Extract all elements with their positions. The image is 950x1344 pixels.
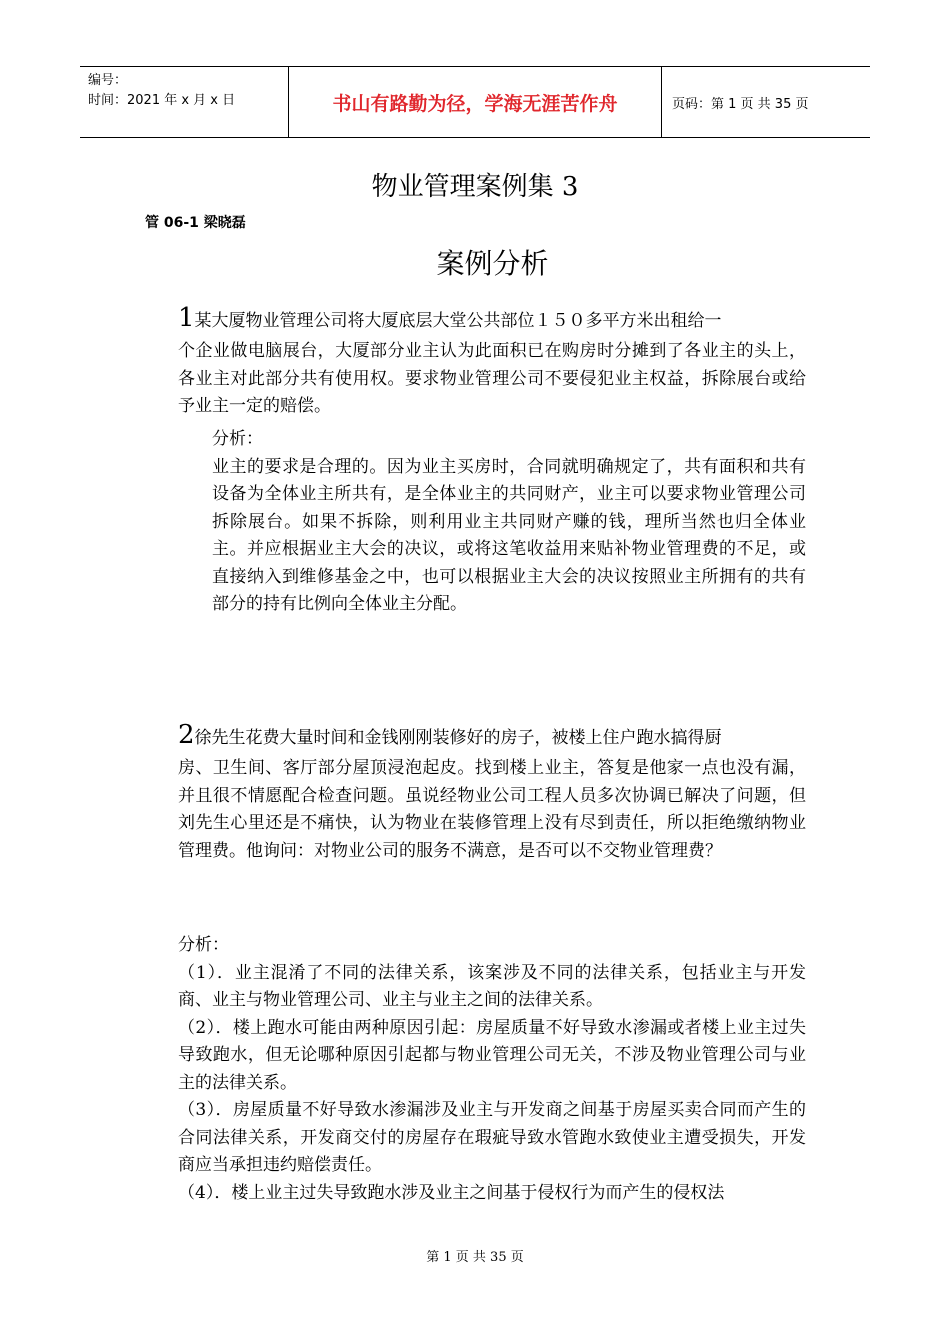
case-1-number: 1: [178, 303, 195, 333]
case-1-description: [178, 298, 806, 421]
header-meta: [80, 67, 288, 137]
case-1-analysis-label: 分析：: [212, 429, 263, 449]
analysis-item-4: （4）．楼上业主过失导致跑水涉及业主之间基于侵权行为而产生的侵权法: [178, 1182, 725, 1203]
document-number-label: 编号：: [88, 73, 128, 88]
case-1-analysis-text: 业主的要求是合理的。因为业主买房时，合同就明确规定了，共有面积和共有设备为全体业主所共有，是全体业主的共同财产，业主可以要求物业管理公司拆除展台。如果不拆除，则利用业主共同财产赚的钱，理所当然也归全体业主。并应根据业主大会的决议，或将这笔收益用来贴补物业管理费的不足，或直接纳入到维修基金之中，也可以根据业主大会的决议按照业主所拥有的共有部分的持有比例向全体业主分配。: [212, 456, 806, 614]
page-header: [80, 66, 870, 138]
header-page-info: 页码：第 1 页 共 35 页: [672, 96, 809, 112]
analysis-item-2: （2）．楼上跑水可能由两种原因引起：房屋质量不好导致水渗漏或者楼上业主过失导致跑水，但无论哪种原因引起都与物业管理公司无关，不涉及物业管理公司与业主的法律关系。: [178, 1017, 806, 1093]
author-line: 管 06-1 梁晓磊: [145, 215, 246, 231]
case-1-analysis: [212, 426, 806, 619]
case-2-analysis: [178, 932, 806, 1207]
document-date: 时间：2021 年 x 月 x 日: [88, 93, 236, 108]
page-footer: 第 1 页 共 35 页: [426, 1250, 524, 1265]
case-2-number: 2: [178, 720, 195, 750]
document-title: 物业管理案例集 3: [371, 172, 579, 202]
header-motto: 书山有路勤为径，学海无涯苦作舟: [288, 67, 662, 137]
analysis-item-1: （1）．业主混淆了不同的法律关系，该案涉及不同的法律关系，包括业主与开发商、业主与物业管理公司、业主与业主之间的法律关系。: [178, 962, 806, 1010]
analysis-item-3: （3）．房屋质量不好导致水渗漏涉及业主与开发商之间基于房屋买卖合同而产生的合同法律关系，开发商交付的房屋存在瑕疵导致水管跑水致使业主遭受损失，开发商应当承担违约赔偿责任。: [178, 1100, 806, 1175]
case-2-text: 房、卫生间、客厅部分屋顶浸泡起皮。找到楼上业主，答复是他家一点也没有漏，并且很不情愿配合检查问题。虽说经物业公司工程人员多次协调已解决了问题，但刘先生心里还是不痛快，认为物业在装修管理上没有尽到责任，所以拒绝缴纳物业管理费。他询问：对物业公司的服务不满意，是否可以不交物业管理费？: [178, 758, 806, 861]
case-2-first-line: 徐先生花费大量时间和金钱刚刚装修好的房子，被楼上住户跑水搞得厨: [194, 728, 722, 748]
case-1-first-line: 某大厦物业管理公司将大厦底层大堂公共部位１５０多平方米出租给一: [194, 311, 722, 331]
case-2-analysis-label: 分析：: [178, 935, 229, 955]
case-1-text: 个企业做电脑展台，大厦部分业主认为此面积已在购房时分摊到了各业主的头上，各业主对此部分共有使用权。要求物业管理公司不要侵犯业主权益，拆除展台或给予业主一定的赔偿。: [178, 341, 806, 416]
section-title: 案例分析: [436, 247, 549, 280]
case-2-description: [178, 715, 806, 865]
